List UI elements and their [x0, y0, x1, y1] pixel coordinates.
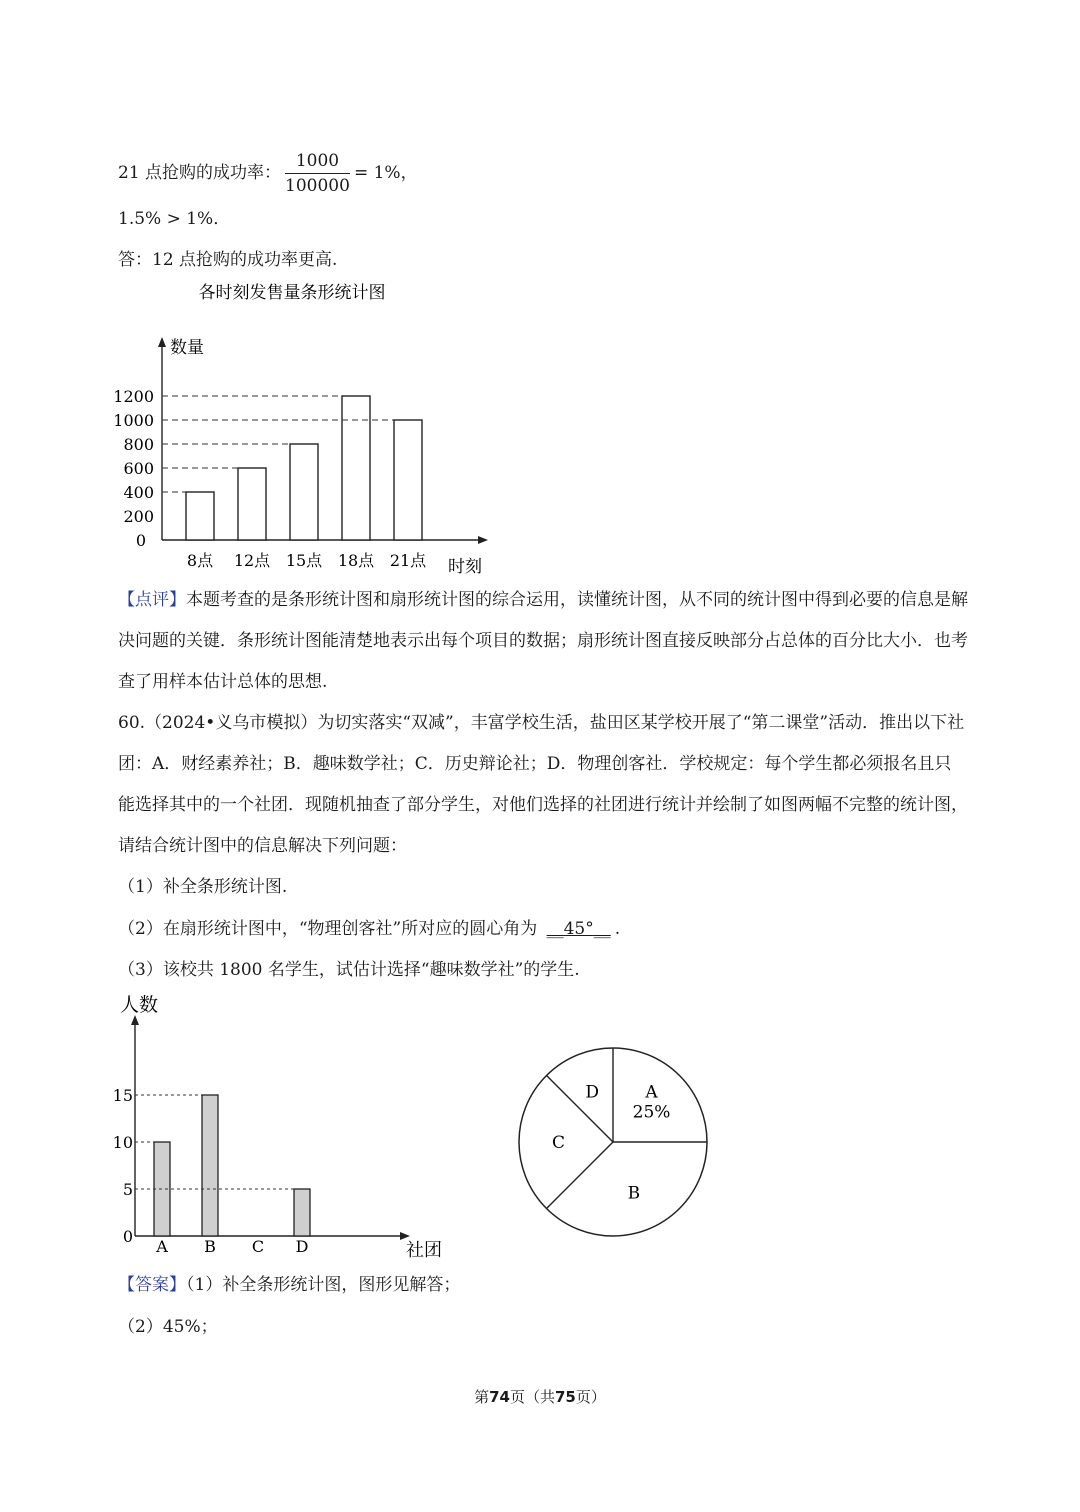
club-pie-chart — [505, 1035, 725, 1255]
bar — [290, 444, 318, 540]
x-tick-label: A — [156, 1237, 168, 1256]
bar — [394, 420, 422, 540]
x-tick-label: B — [204, 1237, 216, 1256]
footer-page-number: 74 — [489, 1388, 510, 1406]
y-tick-label: 400 — [123, 483, 154, 502]
y-axis-label: 人数 — [120, 994, 159, 1016]
text-line-compare: 1.5% > 1%． — [118, 209, 231, 229]
footer-suffix: 页） — [575, 1388, 606, 1406]
y-tick-label: 15 — [112, 1086, 133, 1105]
y-axis-arrow — [131, 1015, 139, 1025]
x-axis-arrow — [400, 1232, 410, 1240]
review-text: 本题考查的是条形统计图和扇形统计图的综合运用，读懂统计图，从不同的统计图中得到必要的信息是解决问题的关键．条形统计图能清楚地表示出每个项目的数据；扇形统计图直接反映部分占总体的百分比大小．也考查了用样本估计总体的思想. — [118, 590, 968, 692]
y-tick-label: 0 — [122, 1227, 133, 1246]
y-tick-label: 5 — [122, 1180, 133, 1199]
question-2 — [118, 917, 620, 941]
pie-slice-label: C — [551, 1133, 565, 1153]
pie-slice-label: A — [645, 1082, 658, 1103]
question-2-prefix: （2）在扇形统计图中，“物理创客社”所对应的圆心角为 — [118, 919, 538, 939]
y-tick-label: 0 — [135, 531, 146, 550]
chart3-plot — [519, 1048, 707, 1236]
answer-tag: 【答案】 — [118, 1275, 186, 1295]
x-axis-label: 时刻 — [448, 557, 482, 577]
y-tick-label: 1000 — [113, 411, 154, 430]
text-line-21-rate — [118, 150, 418, 197]
question-2-suffix: . — [614, 919, 621, 939]
fraction — [285, 150, 350, 197]
pie-slice-value: 25% — [632, 1102, 671, 1123]
pie-slice-label: D — [585, 1082, 599, 1103]
y-tick-label: 200 — [123, 507, 154, 526]
pie-slice-label: B — [627, 1183, 641, 1204]
y-tick-label: 800 — [123, 435, 154, 454]
x-tick-label: 18点 — [337, 551, 375, 570]
rate-suffix: = 1%， — [353, 163, 418, 183]
x-tick-label: D — [295, 1237, 309, 1256]
y-axis-label: 数量 — [170, 338, 204, 358]
y-axis-arrow — [158, 337, 166, 347]
footer-prefix: 第 — [474, 1388, 490, 1406]
review-paragraph — [118, 580, 968, 703]
chart2-plot — [113, 994, 442, 1261]
review-tag: 【点评】 — [118, 590, 186, 610]
sales-bar-chart — [0, 270, 1080, 590]
x-tick-label: 12点 — [233, 551, 271, 570]
text-line-answer: 答：12 点抢购的成功率更高. — [118, 250, 338, 270]
answer-line-2: （2）45%； — [118, 1317, 218, 1337]
bar — [294, 1189, 310, 1236]
bar — [238, 468, 266, 540]
x-axis-label: 社团 — [406, 1240, 442, 1261]
fraction-denominator: 100000 — [285, 176, 350, 196]
problem-intro: 60.（2024•义乌市模拟）为切实落实“双减”，丰富学校生活，盐田区某学校开展了“第二课堂”活动．推出以下社团：A．财经素养社；B．趣味数学社；C．历史辩论社；D．物理创客社．学校规定：每个学生都必须报名且只能选择其中的一个社团．现随机抽查了部分学生，对他们选择的社团进行统计并绘制了如图两幅不完整的统计图，请结合统计图中的信息解决下列问题： — [118, 713, 968, 856]
chart1-plot — [113, 337, 488, 577]
footer-total-pages: 75 — [555, 1388, 576, 1406]
x-tick-label: 15点 — [285, 551, 323, 570]
page-footer — [0, 1386, 1080, 1407]
fraction-numerator: 1000 — [285, 150, 350, 174]
y-tick-label: 600 — [123, 459, 154, 478]
question-3: （3）该校共 1800 名学生，试估计选择“趣味数学社”的学生. — [118, 960, 580, 980]
x-axis-arrow — [478, 536, 488, 544]
bar — [202, 1095, 218, 1236]
footer-mid: 页（共 — [509, 1388, 555, 1406]
x-tick-label: 21点 — [389, 551, 427, 570]
question-1: （1）补全条形统计图. — [118, 877, 288, 897]
answer-line-1 — [118, 1273, 460, 1297]
bar — [186, 492, 214, 540]
x-tick-label: C — [251, 1237, 265, 1256]
x-tick-label: 8点 — [186, 551, 214, 570]
bar — [342, 396, 370, 540]
answer-1-text: （1）补全条形统计图，图形见解答； — [186, 1275, 461, 1295]
y-tick-label: 1200 — [113, 387, 154, 406]
question-2-answer-blank: __45°__ — [546, 919, 611, 939]
chart1-title: 各时刻发售量条形统计图 — [198, 283, 386, 303]
y-tick-label: 10 — [112, 1133, 133, 1152]
rate-prefix: 21 点抢购的成功率： — [118, 163, 282, 183]
